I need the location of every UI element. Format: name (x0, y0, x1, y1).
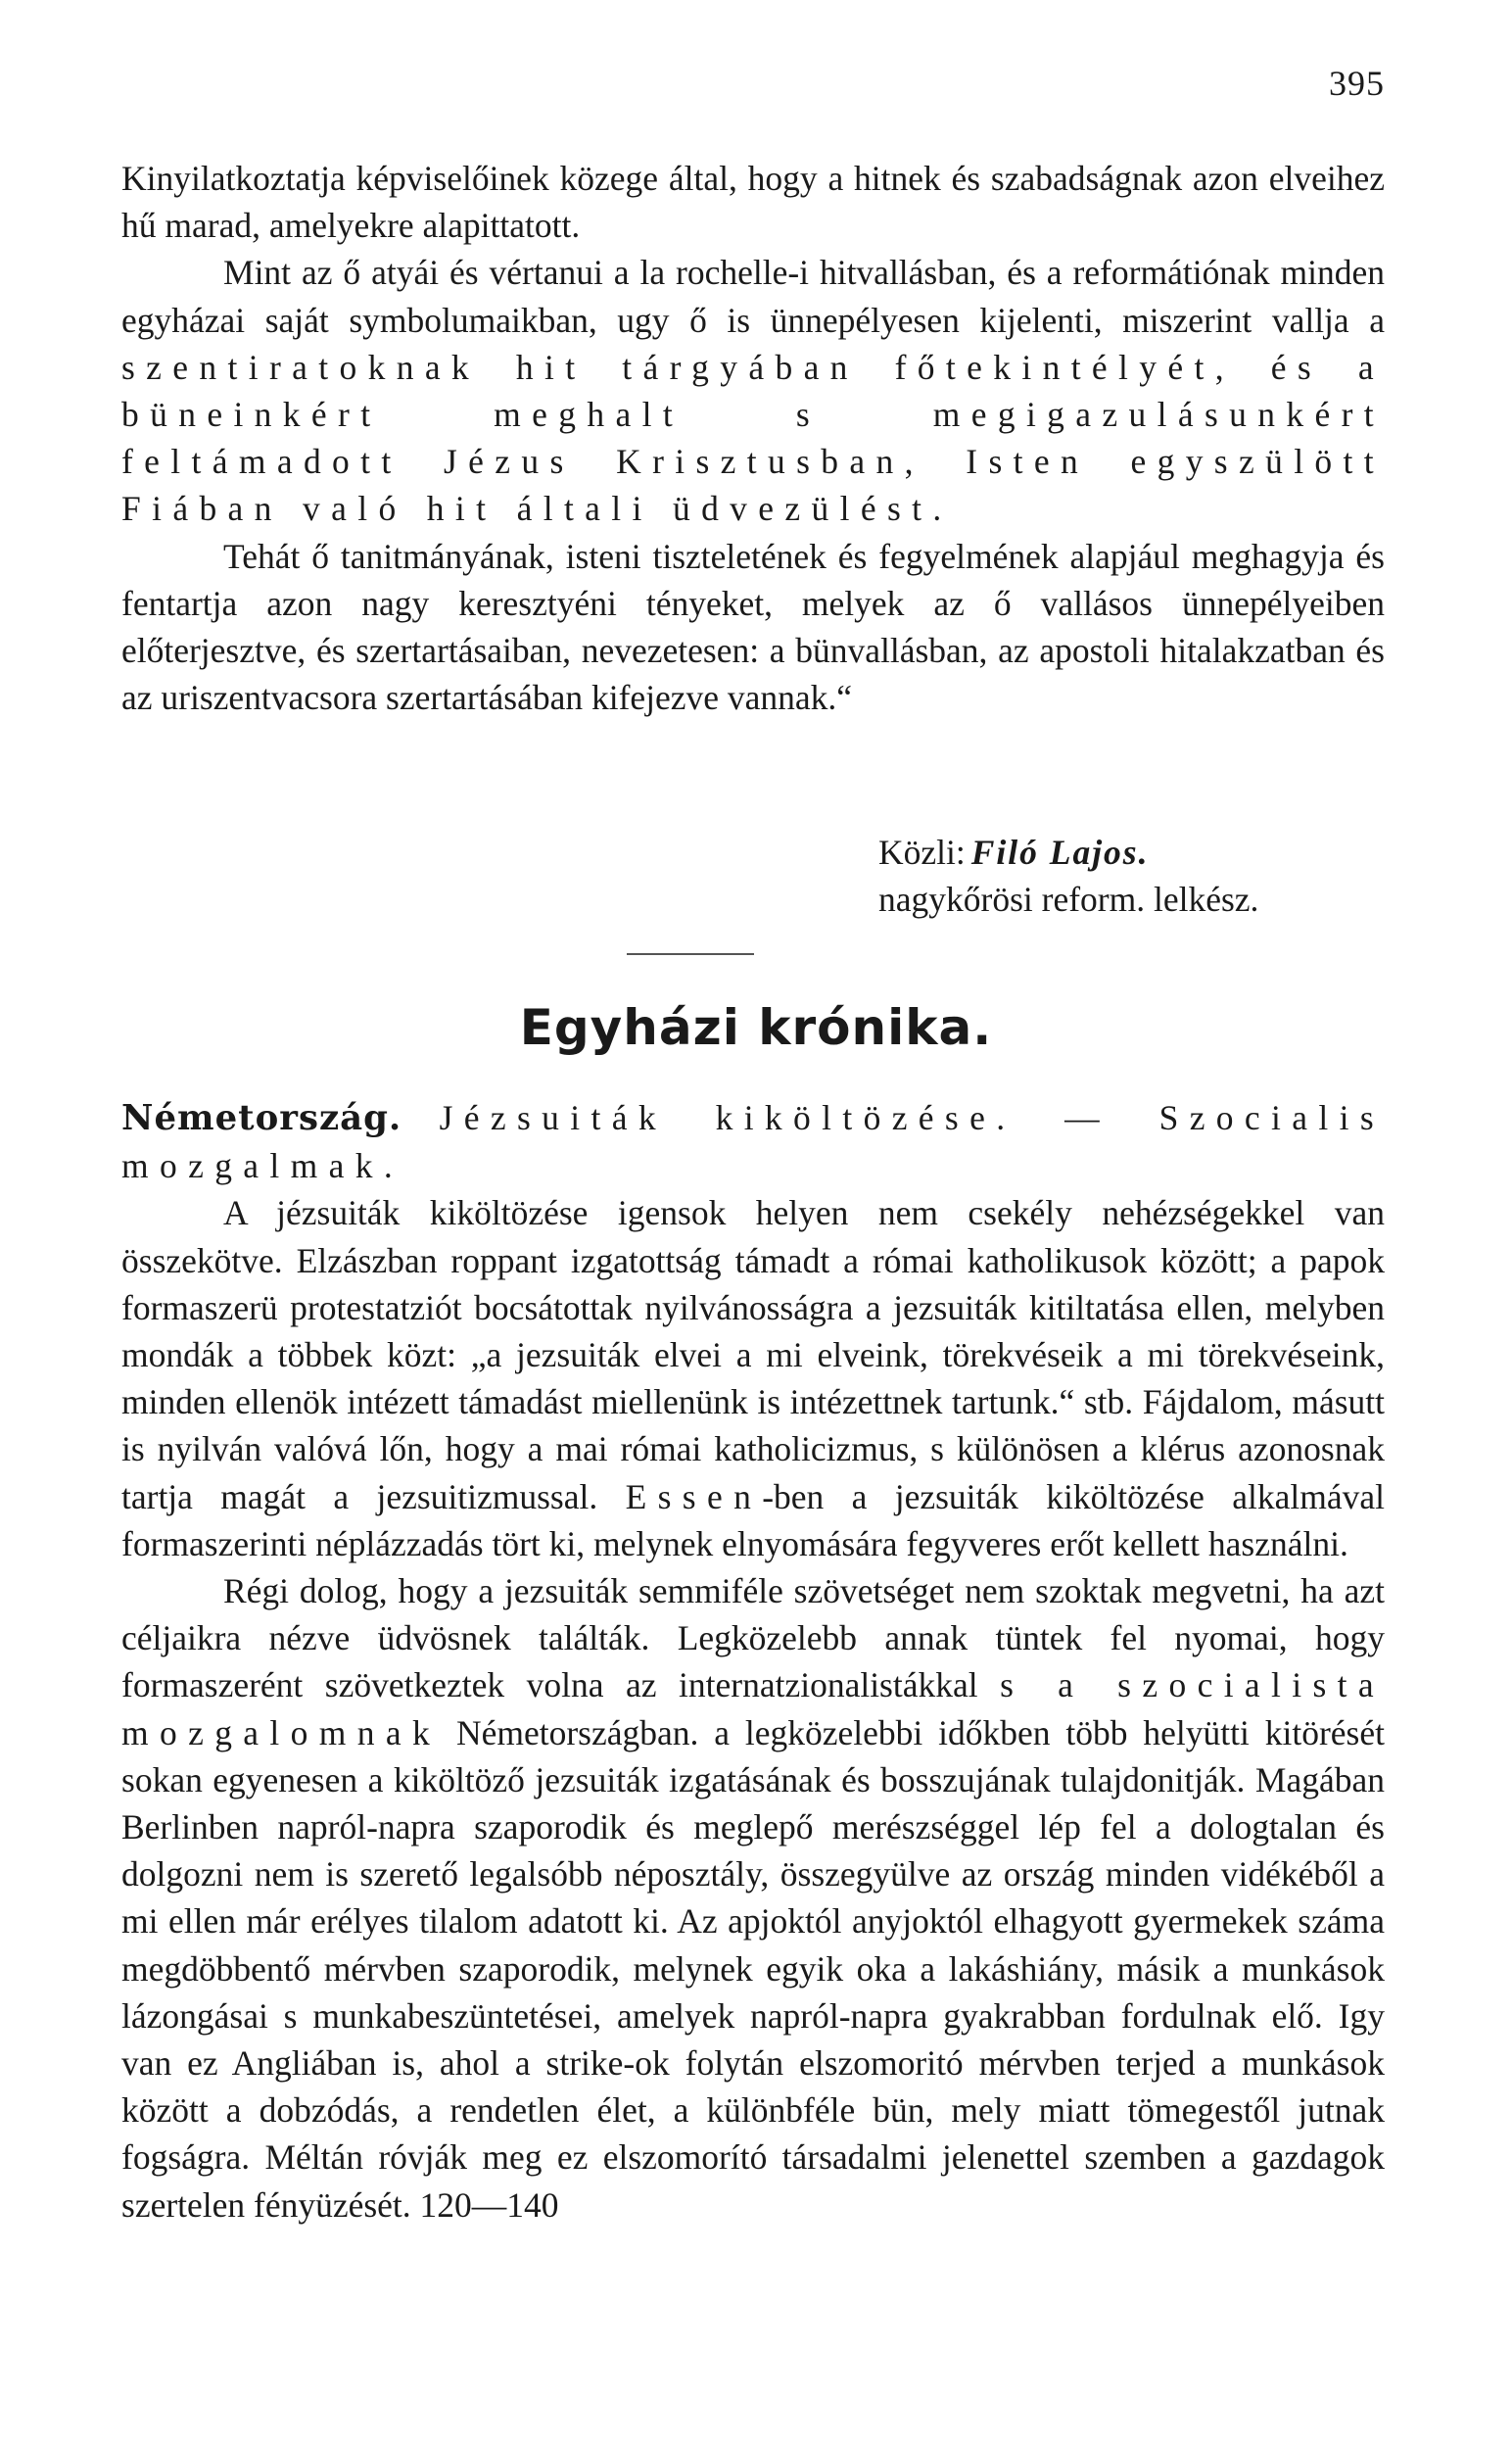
chronicle-paragraph-2-b: Németországban. a legközelebbi időkben több helyütti kitörését sokan egyenesen a kiköltöző jezsuiták izgatásának és bosszujának tulajdonitják. Magában Berlinben napról-napra szaporodik és meglepő merészséggel lép fel a dologtalan és dolgozni nem is szerető legalsóbb néposztály, összegyülve az ország minden vidékéből a mi ellen már erélyes tilalom adatott ki. Az apjoktól anyjoktól elhagyott gyermekek száma megdöbbentő mérvben szaporodik, melynek egyik oka a lakáshiány, másik a munkások lázongásai s munkabeszüntetései, amelyek napról-napra gyakrabban fordulnak elő. Igy van ez Angliában is, ahol a strike-ok folytán elszomoritó mérvben terjed a munkások között a dobzódás, a rendetlen élet, a különbféle bün, mely miatt tömegestől jutnak fogságra. Méltán róvják meg ez elszomorító társadalmi jelenettel szemben a gazdagok szertelen fényüzését. 120—140 (121, 1712, 1385, 2225)
intro-paragraph-2-start: Mint az ő atyái és vértanui a la rochelle-i hitvallásban, és a reformátiónak minden egyházai saját symbolumaikban, ugy ő is ünnepélyesen kijelenti, miszerint vallja a (121, 253, 1385, 340)
chronicle-paragraph-1-a: A jézsuiták kiköltözése igensok helyen nem csekély nehézségekkel van összekötve. Elzászban roppant izgatottság támadt a római katholikusok között; a papok formaszerü protestatziót bocsátottak nyilvánosságra a jezsuiták kitiltatása ellen, melyben mondák a többek közt: „a jezsuiták elvei a mi elveink, törekvéseik a mi törekvéseink, minden ellenök intézett támadást miellenünk is intézettnek tartunk.“ stb. Fájdalom, másutt is nyilván valóvá lőn, hogy a mai római katholicizmus, s különösen a klérus azonosnak tartja magát a jezsuitizmussal. (121, 1193, 1385, 1516)
chronicle-paragraph-2-emphasis: s a szocialista mozgalomnak (121, 1665, 1385, 1752)
signature-name: Filó Lajos. (970, 833, 1150, 872)
signature-title: nagykőrösi reform. lelkész. (878, 880, 1259, 919)
intro-paragraph-2 (121, 249, 1385, 532)
intro-paragraph-2-emphasis: szentiratoknak hit tárgyában főtekintélyét, és a büneinkért meghalt s megigazulásunkért feltámadott Jézus Krisztusban, Isten egyszülött Fiában való hit általi üdvezülést. (121, 347, 1385, 529)
signature-block (878, 829, 1258, 923)
chronicle-country: Németország. (121, 1098, 402, 1138)
intro-section (121, 155, 1385, 721)
intro-paragraph-1: Kinyilatkoztatja képviselőinek közege által, hogy a hitnek és szabadságnak azon elveihez hű marad, amelyekre alapittatott. (121, 159, 1385, 246)
chronicle-heading-line (121, 1094, 1385, 1189)
signature-line (878, 829, 1258, 876)
intro-paragraph-3: Tehát ő tanitmányának, isteni tiszteletének és fegyelmének alapjául meghagyja és fentartja azon nagy keresztyéni tényeket, melyek az ő vallásos ünnepélyeiben előterjesztve, és szertartásaiban, nevezetesen: a bünvallásban, az apostoli hitalakzatban és az uriszentvacsora szertartásában kifejezve vannak.“ (121, 536, 1385, 718)
chronicle-paragraph-2 (121, 1567, 1385, 2229)
chronicle-paragraph-1 (121, 1189, 1385, 1567)
chronicle-section (121, 1094, 1385, 2229)
chronicle-paragraph-1-city: Essen (625, 1476, 763, 1516)
chronicle-topics: Jézsuiták kiköltözése. — Szocialis mozgalmak. (121, 1098, 1385, 1186)
chronicle-paragraph-1-b: -ben a jezsuiták kiköltözése alkalmával formaszerinti néplázzadás tört ki, melynek elnyomására fegyveres erőt kellett használni. (121, 1476, 1385, 1563)
page-number: 395 (1329, 64, 1385, 103)
signature-label: Közli: (878, 833, 966, 872)
section-divider (627, 953, 754, 955)
chronicle-paragraph-2-a: Régi dolog, hogy a jezsuiták semmiféle szövetséget nem szoktak megvetni, ha azt céljaikra nézve üdvösnek találták. Legközelebb annak tüntek fel nyomai, hogy formaszerént szövetkeztek volna az internatzionalistákkal (121, 1571, 1385, 1705)
section-title: Egyházi krónika. (519, 999, 993, 1056)
